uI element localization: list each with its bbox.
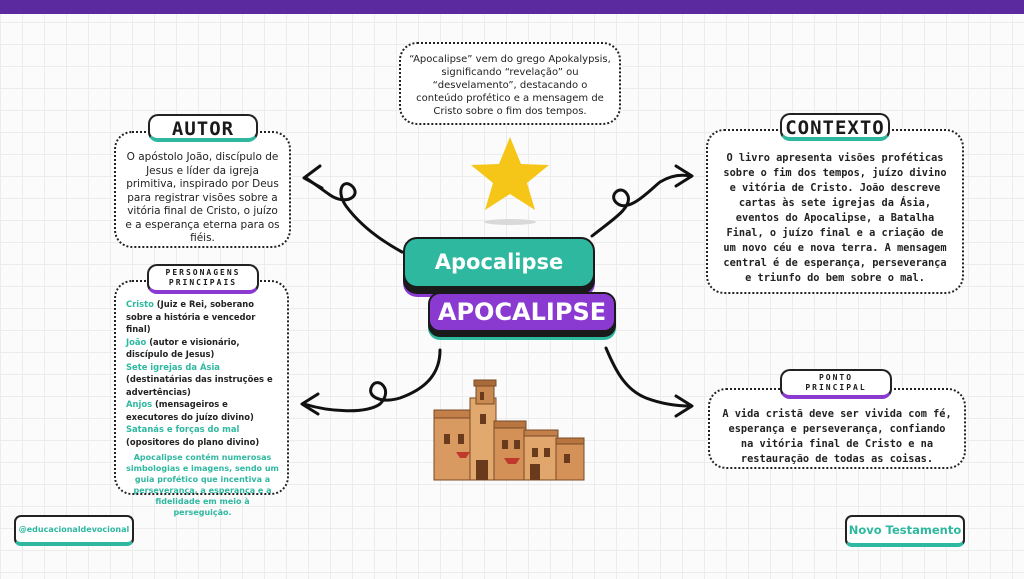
personagem-item: Anjos (mensageiros e executores do juízo divino) [126, 399, 254, 422]
contexto-text: O livro apresenta visões proféticas sobre o fim dos tempos, juízo divino e vitória de Cristo. João descreve cartas às sete igrejas da Ásia, eventos do Apocalipse, a Batalha Final, o juízo final e a criação de um novo céu e nova terra. A mensagem central é de esperança, perseverança e triunfo do bem sobre o mal. [723, 152, 947, 284]
intro-text: “Apocalipse” vem do grego Apokalypsis, significando “revelação” ou “desvelamento”, destacando o conteúdo profético e a mensagem de Cristo sobre o fim dos tempos. [409, 54, 611, 117]
center-subtitle: APOCALIPSE [437, 298, 607, 326]
center-title: Apocalipse [434, 250, 564, 274]
autor-heading: AUTOR [148, 114, 258, 142]
personagem-item: Sete igrejas da Ásia (destinatárias das instruções e advertências) [126, 361, 273, 397]
personagem-item: Cristo (Juiz e Rei, soberano sobre a história e vencedor final) [126, 299, 256, 334]
autor-text: O apóstolo João, discípulo de Jesus e líder da igreja primitiva, inspirado por Deus para registrar visões sobre a vitória final de Cristo, o juízo e a esperança eterna para os fiéis. [125, 151, 280, 244]
personagens-note: Apocalipse contém numerosas simbologias e imagens, sendo um guia profético que incentiva a perseverança, a esperança e a fidelidade em meio à perseguição. [126, 453, 279, 517]
personagem-item: João (autor e visionário, discípulo de Jesus) [126, 336, 240, 359]
handle-tag [14, 515, 134, 546]
ponto-text: A vida cristã deve ser vivida com fé, esperança e perseverança, confiando na vitória final de Cristo e na restauração de todas as coisas. [722, 408, 952, 465]
personagem-item: Satanás e forças do mal (opositores do plano divino) [126, 424, 260, 447]
ponto-heading: PONTO PRINCIPAL [780, 369, 892, 399]
personagens-heading: PERSONAGENS PRINCIPAIS [147, 264, 259, 294]
testament-tag [845, 515, 965, 547]
testament-text: Novo Testamento [848, 523, 962, 537]
handle-text: @educacionaldevocional [18, 525, 130, 534]
contexto-heading: CONTEXTO [780, 113, 890, 141]
